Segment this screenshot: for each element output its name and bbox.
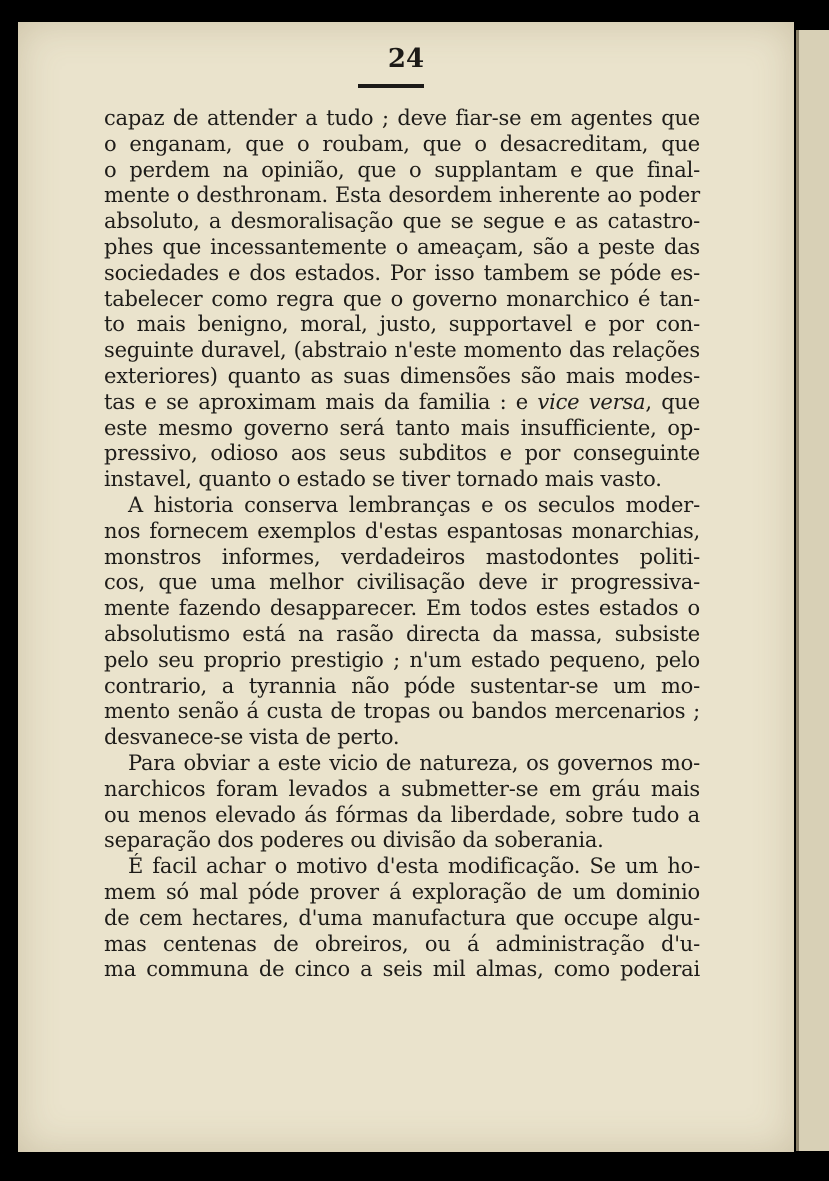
- text-line: to mais benigno, moral, justo, supportavel e por con-: [104, 312, 700, 337]
- text-line: seguinte duravel, (abstraio n'este momento das relações: [104, 338, 700, 363]
- text-line-with-emphasis: [104, 390, 700, 416]
- paragraph-start: Para obviar a este vicio de natureza, os governos mo-: [128, 750, 700, 775]
- text-line: capaz de attender a tudo ; deve fiar-se em agentes que: [104, 106, 700, 130]
- text-line: mente fazendo desapparecer. Em todos estes estados o: [104, 596, 700, 621]
- text-line: contrario, a tyrannia não póde sustentar-se um mo-: [104, 673, 700, 698]
- text-line: sociedades e dos estados. Por isso tambem se póde es-: [104, 260, 700, 285]
- text-line: monstros informes, verdadeiros mastodontes politi-: [104, 544, 700, 569]
- text-line: nos fornecem exemplos d'estas espantosas monarchias,: [104, 518, 700, 543]
- text-line: instavel, quanto o estado se tiver tornado mais vasto.: [104, 467, 662, 492]
- text-line: de cem hectares, d'uma manufactura que occupe algu-: [104, 905, 700, 930]
- text-line: cos, que uma melhor civilisação deve ir progressiva-: [104, 570, 700, 595]
- text-line: phes que incessantemente o ameaçam, são a peste das: [104, 234, 700, 259]
- text-segment: , que: [645, 389, 700, 414]
- text-segment: tas e se aproximam mais da familia : e: [104, 389, 529, 414]
- book-page: [18, 22, 794, 1152]
- header-rule: [358, 84, 424, 88]
- text-line: absolutismo está na rasão directa da massa, subsiste: [104, 621, 700, 646]
- text-line: mento senão á custa de tropas ou bandos mercenarios ;: [104, 699, 700, 724]
- text-line: mas centenas de obreiros, ou á administração d'u-: [104, 931, 700, 956]
- text-line: mem só mal póde prover á exploração de um dominio: [104, 879, 700, 904]
- emphasis-vice-versa: vice versa: [537, 389, 646, 414]
- text-line: ma communa de cinco a seis mil almas, como poderai: [104, 957, 700, 982]
- text-line: pressivo, odioso aos seus subditos e por conseguinte: [104, 441, 700, 466]
- text-line: absoluto, a desmoralisação que se segue e as catastro-: [104, 209, 700, 234]
- text-line: tabelecer como regra que o governo monarchico é tan-: [104, 286, 700, 311]
- next-page-edge: [796, 30, 829, 1151]
- text-line: narchicos foram levados a submetter-se em gráu mais: [104, 776, 700, 801]
- body-text: [104, 106, 700, 983]
- paragraph-start: A historia conserva lembranças e os seculos moder-: [128, 492, 700, 517]
- text-line: o enganam, que o roubam, que o desacreditam, que: [104, 131, 700, 156]
- text-line: pelo seu proprio prestigio ; n'um estado pequeno, pelo: [104, 647, 700, 672]
- text-line: separação dos poderes ou divisão da soberania.: [104, 828, 604, 853]
- text-line: ou menos elevado ás fórmas da liberdade, sobre tudo a: [104, 802, 700, 827]
- paragraph-start: É facil achar o motivo d'esta modificação. Se um ho-: [128, 854, 700, 879]
- text-line: mente o desthronam. Esta desordem inherente ao poder: [104, 183, 700, 208]
- text-line: desvanece-se vista de perto.: [104, 725, 400, 750]
- text-line: este mesmo governo será tanto mais insufficiente, op-: [104, 415, 700, 440]
- text-line: exteriores) quanto as suas dimensões são mais modes-: [104, 363, 700, 388]
- text-line: o perdem na opinião, que o supplantam e que final-: [104, 157, 700, 182]
- page-number: 24: [387, 44, 425, 74]
